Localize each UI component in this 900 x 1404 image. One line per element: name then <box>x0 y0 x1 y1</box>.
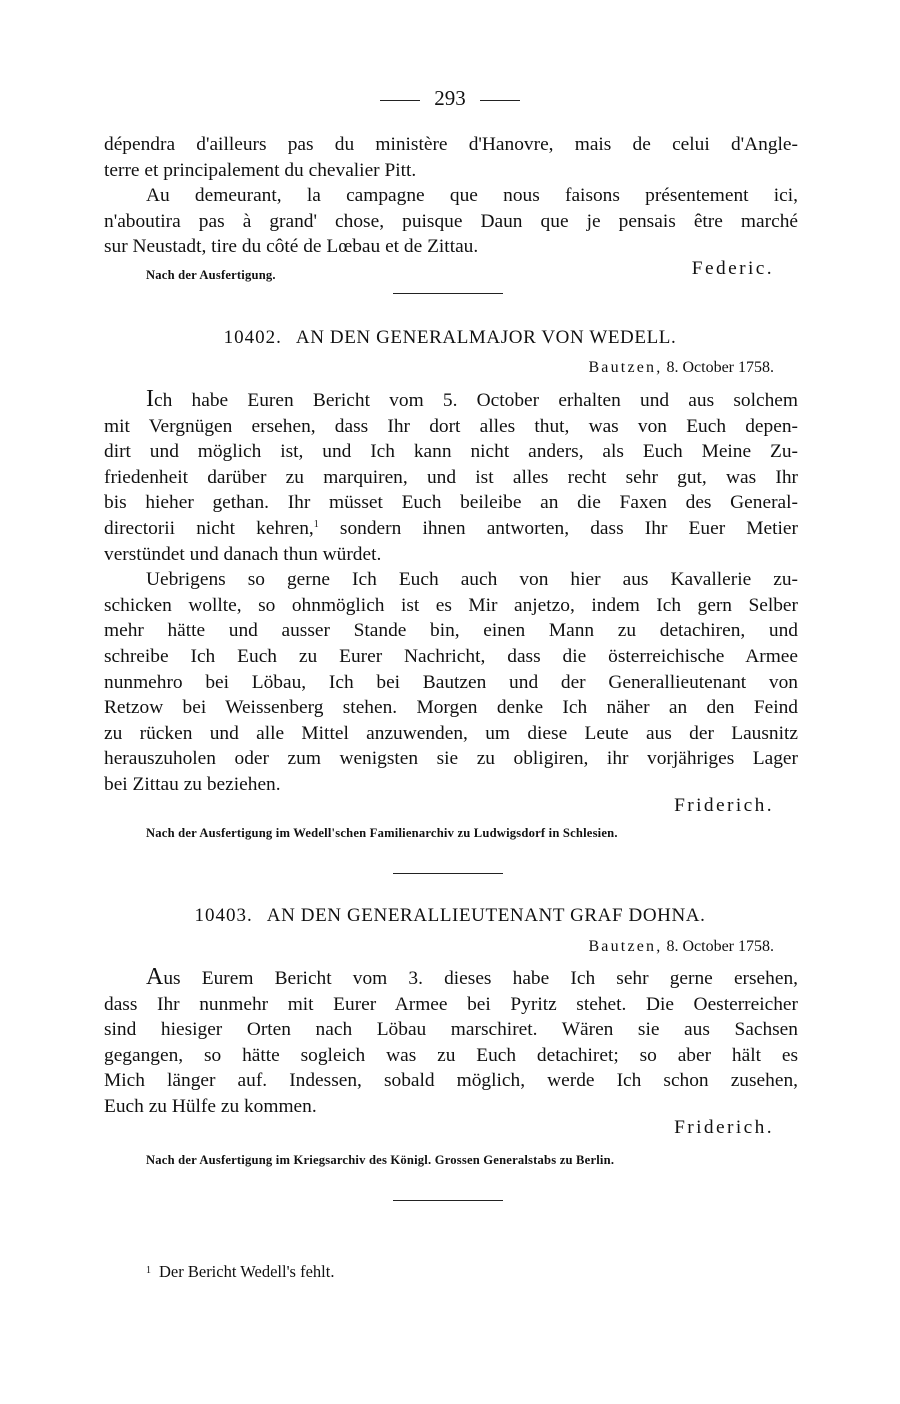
text-line: bei Zittau zu beziehen. <box>104 773 281 795</box>
text-line: mit Vergnügen ersehen, dass Ihr dort alles thut, was von Euch depen- <box>104 415 798 437</box>
text-line: friedenheit darüber zu marquiren, und ist alles recht sehr gut, was Ihr <box>104 466 798 488</box>
letter-place: Bautzen, <box>588 938 663 955</box>
section-divider <box>393 1200 503 1201</box>
text-line: directorii nicht kehren,$^1$ sondern ihnen antworten, dass Ihr Euer Metier <box>104 517 798 539</box>
text-line: Retzow bei Weissenberg stehen. Morgen denke Ich näher an den Feind <box>104 697 798 719</box>
section-divider <box>393 873 503 874</box>
footnote <box>146 1262 334 1282</box>
drop-cap: A <box>146 964 164 990</box>
text-line: zu rücken und alle Mittel anzuwenden, um diese Leute aus der Lausnitz <box>104 722 798 744</box>
signature: Friderich. <box>674 795 774 816</box>
page-number-header <box>0 86 900 111</box>
text-line: n'aboutira pas à grand' chose, puisque Daun que je pensais être marché <box>104 210 798 232</box>
header-dash-right <box>480 100 520 101</box>
letter-number: 10403. <box>194 905 253 926</box>
text-line: Uebrigens so gerne Ich Euch auch von hier aus Kavallerie zu- <box>146 569 798 591</box>
source-note: Nach der Ausfertigung im Wedell'schen Familienarchiv zu Ludwigsdorf in Schlesien. <box>146 826 618 840</box>
letter-heading <box>0 327 900 349</box>
text-line: mehr hätte und ausser Stande bin, einen Mann zu detachiren, und <box>104 620 798 642</box>
letter-dateline <box>588 359 774 377</box>
letter-dateline <box>588 938 774 956</box>
letter-title: AN DEN GENERALLIEUTENANT GRAF DOHNA. <box>266 905 706 926</box>
letter-date: 8. October 1758. <box>666 938 774 955</box>
text-line: Au demeurant, la campagne que nous faisons présentement ici, <box>146 185 798 207</box>
source-note: Nach der Ausfertigung im Kriegsarchiv des Königl. Grossen Generalstabs zu Berlin. <box>146 1153 615 1167</box>
text-line: dirt und möglich ist, und Ich kann nicht anders, als Euch Meine Zu- <box>104 441 798 463</box>
letter-heading <box>0 905 900 927</box>
text-line: schreibe Ich Euch zu Eurer Nachricht, dass die österreichische Armee <box>104 645 798 667</box>
letter-date: 8. October 1758. <box>666 359 774 376</box>
page-number: 293 <box>434 86 466 110</box>
text-line: verstündet und danach thun würdet. <box>104 543 382 565</box>
text-line: Ich habe Euren Bericht vom 5. October erhalten und aus solchem <box>146 386 798 412</box>
text-line: Euch zu Hülfe zu kommen. <box>104 1095 317 1117</box>
text-line: dépendra d'ailleurs pas du ministère d'Hanovre, mais de celui d'Angle- <box>104 134 798 155</box>
text-line: Mich länger auf. Indessen, sobald möglich, werde Ich schon zusehen, <box>104 1070 798 1092</box>
text-line: sur Neustadt, tire du côté de Lœbau et de Zittau. <box>104 236 479 258</box>
text-line: schicken wollte, so ohnmöglich ist es Mir anjetzo, indem Ich gern Selber <box>104 594 798 616</box>
letter-body <box>104 965 798 1120</box>
letter-title: AN DEN GENERALMAJOR VON WEDELL. <box>295 327 677 348</box>
text-line: Aus Eurem Bericht vom 3. dieses habe Ich sehr gerne ersehen, <box>146 964 798 990</box>
text-line: herauszuholen oder zum wenigsten sie zu obligiren, ihr vorjähriges Lager <box>104 748 798 770</box>
signature: Friderich. <box>674 1117 774 1138</box>
text-line: nunmehro bei Löbau, Ich bei Bautzen und der Generallieutenant von <box>104 671 798 693</box>
source-note: Nach der Ausfertigung. <box>146 268 276 282</box>
letter-number: 10402. <box>223 327 282 348</box>
text-line: gegangen, so hätte sogleich was zu Euch detachiret; so aber hält es <box>104 1044 798 1066</box>
section-divider <box>393 293 503 294</box>
footnote-text: Der Bericht Wedell's fehlt. <box>159 1262 335 1281</box>
text-line: dass Ihr nunmehr mit Eurer Armee bei Pyritz stehet. Die Oesterreicher <box>104 993 798 1015</box>
letter-body <box>104 387 798 798</box>
footnote-mark: 1 <box>146 1265 151 1276</box>
text-line: bis hieher gethan. Ihr müsset Euch beileibe an die Faxen des General- <box>104 492 798 514</box>
intro-paragraph <box>104 132 798 260</box>
drop-cap: I <box>146 386 154 412</box>
text-line: terre et principalement du chevalier Pitt. <box>104 159 417 181</box>
footnote-ref[interactable]: 1 <box>313 518 319 530</box>
signature: Federic. <box>691 258 774 279</box>
text-line: sind hiesiger Orten nach Löbau marschiret. Wären sie aus Sachsen <box>104 1019 798 1041</box>
header-dash-left <box>380 100 420 101</box>
letter-place: Bautzen, <box>588 359 663 376</box>
